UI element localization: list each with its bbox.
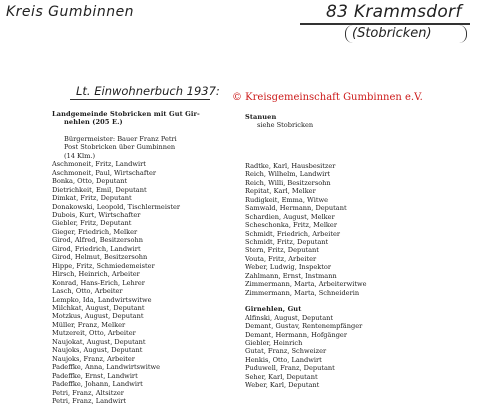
list-item: Dubois, Kurt, Wirtschafter [52, 210, 141, 219]
list-item: Padeffke, Johann, Landwirt [52, 380, 143, 389]
resident-list-girnehlen [245, 314, 485, 390]
post-line: Post Stobricken über Gumbinnen [64, 143, 176, 152]
list-item: Hippe, Fritz, Schmiedemeister [52, 261, 155, 270]
list-item: Demant, Hermann, Hofgänger [245, 330, 347, 339]
list-item: Weber, Karl, Deputant [245, 381, 320, 390]
list-item: Alfinski, August, Deputant [245, 313, 334, 322]
list-item: Schmidt, Friedrich, Arbeiter [245, 229, 341, 238]
list-item: Puduwell, Franz, Deputant [245, 364, 335, 373]
mayor-line: Bürgermeister: Bauer Franz Petri [64, 134, 177, 143]
post-distance: (14 Klm.) [64, 151, 96, 160]
list-item: Petri, Franz, Landwirt [52, 396, 127, 405]
list-item: Mutzereit, Otto, Arbeiter [52, 329, 136, 338]
list-item: Hirsch, Heinrich, Arbeiter [52, 270, 140, 279]
handwritten-place: 83 Krammsdorf [326, 2, 462, 22]
handwritten-district: Kreis Gumbinnen [6, 4, 135, 20]
stanuen-heading: Stanuen [245, 113, 277, 121]
list-item: Naujoks, Franz, Arbeiter [52, 354, 135, 363]
list-item: Padeffke, Anna, Landwirtswitwe [52, 363, 161, 372]
list-item: Demant, Gustav, Rentenempfänger [245, 322, 363, 331]
section-heading-line2: nehlen (205 E.) [64, 118, 123, 127]
stanuen-reference: siehe Stobricken [257, 121, 314, 130]
handwritten-source: Lt. Einwohnerbuch 1937: [76, 84, 220, 98]
list-item: Vouta, Fritz, Arbeiter [245, 254, 317, 263]
list-item: Samwald, Hermann, Deputant [245, 204, 347, 213]
list-item: Weber, Ludwig, Inspektor [245, 263, 332, 272]
list-item: Bonka, Otto, Deputant [52, 177, 128, 186]
list-item: Milchkat, August, Deputant [52, 303, 145, 312]
handwritten-subtitle: (Stobricken) [352, 26, 432, 41]
girnehlen-heading: Girnehlen, Gut [245, 305, 302, 314]
copyright-notice: © Kreisgemeinschaft Gumbinnen e.V. [232, 92, 423, 103]
list-item: Müller, Franz, Melker [52, 320, 126, 329]
list-item: Naujokat, August, Deputant [52, 337, 146, 346]
list-item: Repitat, Karl, Melker [245, 187, 316, 196]
list-item: Gieger, Friedrich, Melker [52, 227, 138, 236]
list-item: Zimmermann, Marta, Schneiderin [245, 288, 360, 297]
list-item: Stern, Fritz, Deputant [245, 246, 319, 255]
list-item: Reich, Willi, Besitzersohn [245, 178, 331, 187]
list-item: Seher, Karl, Deputant [245, 372, 318, 381]
list-item: Giebler, Heinrich [245, 338, 303, 347]
list-item: Girod, Alfred, Besitzersohn [52, 236, 143, 245]
list-item: Naujoks, August, Deputant [52, 346, 143, 355]
list-item: Dimkat, Fritz, Deputant [52, 194, 132, 203]
list-item: Girod, Friedrich, Landwirt [52, 244, 141, 253]
list-item: Scheschonka, Fritz, Melker [245, 221, 337, 230]
list-item: Reich, Wilhelm, Landwirt [245, 170, 331, 179]
list-item: Schardien, August, Melker [245, 212, 335, 221]
list-item: Donakowski, Leopold, Tischlermeister [52, 202, 181, 211]
underline-source [70, 99, 210, 100]
list-item: Motzkus, August, Deputant [52, 312, 144, 321]
list-item: Lempko, Ida, Landwirtswitwe [52, 295, 152, 304]
list-item: Rudigkeit, Emma, Witwe [245, 195, 329, 204]
list-item: Aschmoneit, Paul, Wirtschafter [52, 168, 156, 177]
list-item: Girod, Helmut, Besitzersohn [52, 253, 148, 262]
resident-list-left [52, 160, 232, 405]
list-item: Henkis, Otto, Landwirt [245, 355, 322, 364]
list-item: Padeffke, Ernst, Landwirt [52, 371, 138, 380]
list-item: Aschmoneit, Fritz, Landwirt [52, 160, 146, 169]
list-item: Konrad, Hans-Erich, Lehrer [52, 278, 145, 287]
list-item: Schmidt, Fritz, Deputant [245, 237, 329, 246]
section-heading-line1: Landgemeinde Stobricken mit Gut Gir- [52, 110, 200, 118]
list-item: Petri, Franz, Altsitzer [52, 388, 124, 397]
left-column [52, 110, 232, 405]
resident-list-right [245, 162, 485, 297]
list-item: Zimmermann, Marta, Arbeiterwitwe [245, 280, 367, 289]
list-item: Lasch, Otto, Arbeiter [52, 287, 123, 296]
list-item: Radtke, Karl, Hausbesitzer [245, 161, 336, 170]
right-column [245, 113, 485, 390]
list-item: Giebler, Fritz, Deputant [52, 219, 132, 228]
list-item: Gutat, Franz, Schweizer [245, 347, 327, 356]
list-item: Zahlmann, Ernst, Instmann [245, 271, 337, 280]
list-item: Dietrichkeit, Emil, Deputant [52, 185, 147, 194]
